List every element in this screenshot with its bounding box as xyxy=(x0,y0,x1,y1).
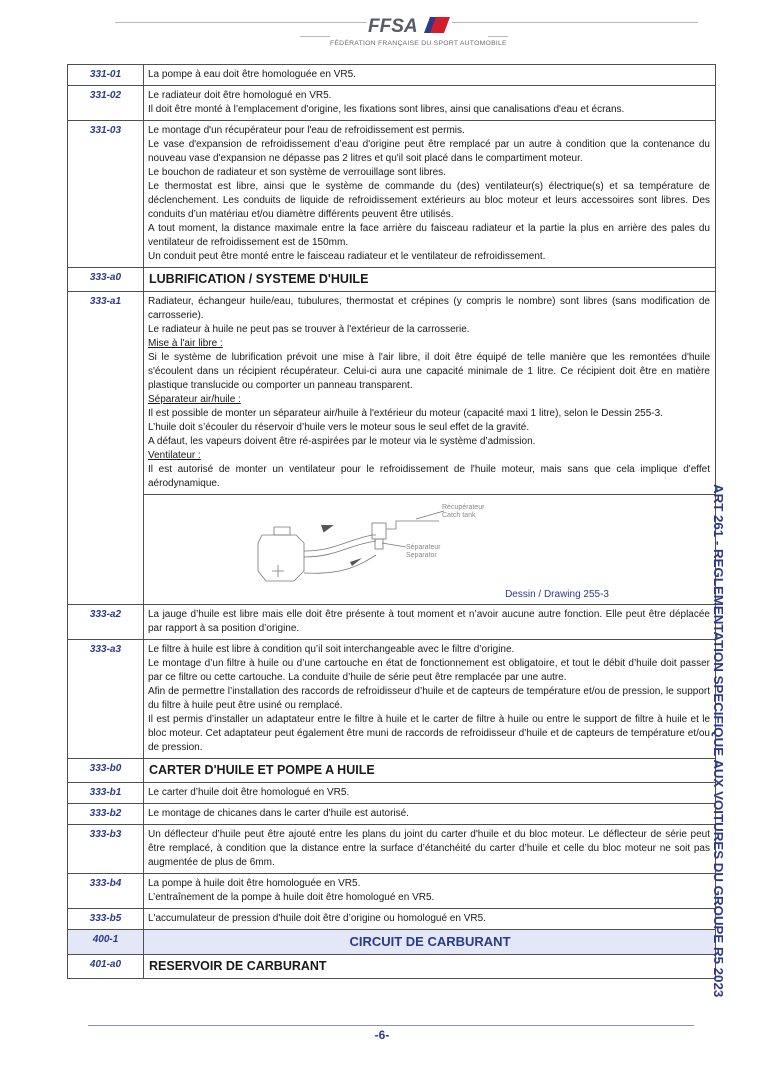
table-row xyxy=(68,605,716,640)
table-row xyxy=(68,783,716,804)
vertical-doc-title xyxy=(708,484,744,1024)
subheading: Ventilateur : xyxy=(148,450,201,461)
text-line: L’huile doit s’écouler du réservoir d’huile vers le moteur sous le seul effet de la gravité. xyxy=(148,422,530,433)
text-line: Le vase d'expansion de refroidissement d’eau d'origine peut être remplacé par un autre à condition que la contenance du nouveau vase d'expansion ne dépasse pas 2 litres et qu'il soit placé dans le compartiment moteur. xyxy=(148,139,710,164)
table-row xyxy=(68,292,716,495)
header-rule-right xyxy=(452,22,698,23)
text-line: La pompe à huile doit être homologuée en VR5. xyxy=(148,878,361,889)
engine-block-shape xyxy=(258,535,304,581)
text-line: Le radiateur à huile ne peut pas se trouver à l'extérieur de la carrosserie. xyxy=(148,324,470,335)
subheading: Mise à l'air libre : xyxy=(148,338,223,349)
pipe-lower xyxy=(304,555,376,573)
text-line: Si le système de lubrification prévoit une mise à l'air libre, il doit être équipé de telle manière que les remontées d'huile s'écoulent dans un récipient récupérateur. Celui-ci aura une capacité minimale de 1 litre. Ce récipient doit être en matière plastique translucide ou comporter un panneau transparent. xyxy=(148,352,710,391)
article-text xyxy=(144,783,716,804)
subheading: Séparateur air/huile : xyxy=(148,394,241,405)
article-code: 331-01 xyxy=(68,65,144,86)
article-text xyxy=(144,86,716,121)
article-code: 333-b1 xyxy=(68,783,144,804)
text-line: A tout moment, la distance maximale entre la face arrière du faisceau radiateur et la partie la plus en arrière des pales du ventilateur de refroidissement est de 150mm. xyxy=(148,223,710,248)
page-header xyxy=(0,0,764,60)
text-line: Le bouchon de radiateur et son système de verrouillage sont libres. xyxy=(148,167,446,178)
table-row xyxy=(68,86,716,121)
footer-rule xyxy=(88,1025,694,1026)
text-line: Il est possible de monter un séparateur air/huile à l'extérieur du moteur (capacité maxi 1 litre), selon le Dessin 255-3. xyxy=(148,408,663,419)
federation-name: FÉDÉRATION FRANÇAISE DU SPORT AUTOMOBILE xyxy=(330,40,507,47)
article-code: 333-a2 xyxy=(68,605,144,640)
text-line: Un conduit peut être monté entre le faisceau radiateur et le ventilateur de refroidissement. xyxy=(148,251,546,262)
chapter-heading-row xyxy=(68,930,716,955)
label-recuperateur: Récupérateur xyxy=(442,504,485,511)
section-title: RESERVOIR DE CARBURANT xyxy=(144,955,716,979)
article-code: 331-03 xyxy=(68,121,144,268)
table-row xyxy=(68,909,716,930)
text-line: Il est autorisé de monter un ventilateur pour le refroidissement de l'huile moteur, mais sans que cela implique d'effet aérodynamique. xyxy=(148,464,710,489)
leader-separator xyxy=(382,543,406,547)
table-row xyxy=(68,640,716,759)
text-line: Afin de permettre l’installation des raccords de refroidisseur d’huile et de capteurs de température et/ou de pression, le support du filtre à huile peut être usiné ou remplacé. xyxy=(148,686,710,711)
text-line: L’entraînement de la pompe à huile doit être homologué en VR5. xyxy=(148,892,435,903)
drawing-caption: Dessin / Drawing 255-3 xyxy=(505,589,609,600)
table-row xyxy=(68,804,716,825)
text-line: Le carter d’huile doit être homologué en VR5. xyxy=(148,787,350,798)
header-rule-bottom-right xyxy=(488,36,508,37)
regulation-table xyxy=(67,64,716,979)
text-line: Radiateur, échangeur huile/eau, tubulures, thermostat et crépines (y compris le nombre) sont libres (sans modification de carrosserie). xyxy=(148,296,710,321)
article-code: 333-b2 xyxy=(68,804,144,825)
section-title: LUBRIFICATION / SYSTEME D'HUILE xyxy=(144,268,716,292)
page-number: -6- xyxy=(374,1028,390,1042)
text-line: Le montage d’un filtre à huile ou d’une cartouche en état de fonctionnement est obligatoire, et tout le débit d’huile doit passer par ce filtre ou cette cartouche. La conduite d’huile de série peut être remplacée par une autre. xyxy=(148,658,710,683)
article-code: 331-02 xyxy=(68,86,144,121)
header-rule-bottom-left xyxy=(300,36,330,37)
article-text xyxy=(144,65,716,86)
text-line: Un déflecteur d’huile peut être ajouté entre les plans du joint du carter d'huile et du bloc moteur. Le déflecteur de série peut être remplacé, à condition que la distance entre la surface d’étanchéité du carter d’huile et celle du bloc moteur ne soit pas augmentée de plus de 6mm. xyxy=(148,829,710,868)
text-line: Le filtre à huile est libre à condition qu’il soit interchangeable avec le filtre d’origine. xyxy=(148,644,515,655)
text-line: Il doit être monté à l’emplacement d'origine, les fixations sont libres, ainsi que canalisations d'eau et écrans. xyxy=(148,104,625,115)
table-row xyxy=(68,121,716,268)
drawing-row xyxy=(68,495,716,605)
text-line: Le montage de chicanes dans le carter d'huile est autorisé. xyxy=(148,808,409,819)
article-text xyxy=(144,292,716,495)
article-text xyxy=(144,804,716,825)
drawing-cell xyxy=(144,495,716,605)
table-row xyxy=(68,65,716,86)
label-separator: Separator xyxy=(406,552,437,559)
engine-mark-shape xyxy=(272,565,284,577)
flow-arrow-up xyxy=(321,521,335,532)
ffsa-logo xyxy=(368,14,450,36)
pipe-upper-2 xyxy=(304,541,376,557)
text-line: Le thermostat est libre, ainsi que le système de commande du (des) ventilateur(s) électrique(s) et sa température de déclenchement. Les conduits de liquide de refroidissement extérieurs au bloc moteur et leurs accessoires sont libres. Des conduits d’un matériau et/ou diamètre différents peuvent être utilisés. xyxy=(148,181,710,220)
article-text xyxy=(144,909,716,930)
article-code: 400-1 xyxy=(68,930,144,955)
article-text xyxy=(144,874,716,909)
text-line: Il est permis d’installer un adaptateur entre le filtre à huile et le carter de filtre à huile ou entre le support de filtre à huile et le bloc moteur. Cet adaptateur peut également être muni de raccords de refroidisseur d’huile et de capteurs de température et/ou de pression. xyxy=(148,714,710,753)
text-line: Le montage d'un récupérateur pour l'eau de refroidissement est permis. xyxy=(148,125,465,136)
article-text xyxy=(144,640,716,759)
text-line: Le radiateur doit être homologué en VR5. xyxy=(148,90,332,101)
engine-cap-shape xyxy=(274,527,290,535)
article-text xyxy=(144,825,716,874)
separator-base xyxy=(375,539,383,549)
separator-drawing xyxy=(144,495,716,605)
text-line: A défaut, les vapeurs doivent être ré-aspirées par le moteur via le système d’admission. xyxy=(148,436,536,447)
section-heading-row xyxy=(68,955,716,979)
article-code: 333-b0 xyxy=(68,759,144,783)
article-text xyxy=(144,121,716,268)
section-title: CARTER D'HUILE ET POMPE A HUILE xyxy=(144,759,716,783)
label-catch-tank: Catch tank xyxy=(442,512,476,519)
article-code: 333-b4 xyxy=(68,874,144,909)
doc-title-text: ART 261 - REGLEMENTATION SPECIFIQUE AUX VOITURES DU GROUPE R5 2023 xyxy=(711,484,726,998)
chapter-title: CIRCUIT DE CARBURANT xyxy=(144,930,716,955)
header-rule-left xyxy=(115,22,367,23)
label-separateur: Séparateur xyxy=(406,544,441,551)
flow-arrow-down xyxy=(350,558,362,566)
text-line: L'accumulateur de pression d'huile doit être d’origine ou homologué en VR5. xyxy=(148,913,486,924)
text-line: La jauge d’huile est libre mais elle doit être présente à tout moment et n’avoir aucune autre fonction. Elle peut être déplacée par rapport à sa position d’origine. xyxy=(148,609,710,634)
article-code: 333-a3 xyxy=(68,640,144,759)
article-code: 333-a1 xyxy=(68,292,144,605)
article-code: 333-b5 xyxy=(68,909,144,930)
leader-catch-tank xyxy=(416,511,444,519)
article-code: 333-b3 xyxy=(68,825,144,874)
table-row xyxy=(68,825,716,874)
ffsa-logo-text: FFSA xyxy=(368,16,418,36)
section-heading-row xyxy=(68,759,716,783)
article-code: 401-a0 xyxy=(68,955,144,979)
separator-unit xyxy=(372,523,386,539)
pipe-to-catch-tank xyxy=(386,521,439,529)
table-row xyxy=(68,874,716,909)
article-code: 333-a0 xyxy=(68,268,144,292)
text-line: La pompe à eau doit être homologuée en VR5. xyxy=(148,69,356,80)
article-text xyxy=(144,605,716,640)
section-heading-row xyxy=(68,268,716,292)
